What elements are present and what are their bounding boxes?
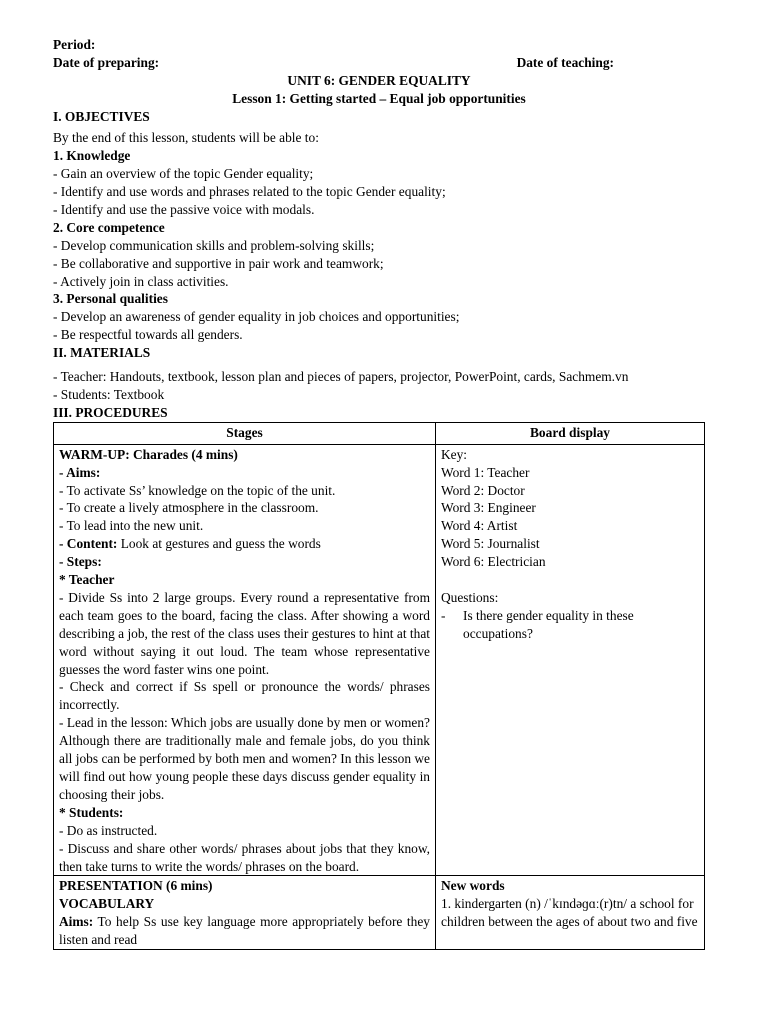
warmup-aim: - To activate Ss’ knowledge on the topic of the unit.	[59, 482, 336, 498]
lesson-title: Lesson 1: Getting started – Equal job opportunities	[232, 90, 526, 106]
vocabulary-label: VOCABULARY	[59, 896, 155, 912]
new-word-entry: 1. kindergarten (n) /ˈkɪndəɡɑː(r)tn/ a school for children between the ages of about two and five	[441, 896, 698, 930]
knowledge-item: - Identify and use the passive voice with modals.	[53, 202, 315, 218]
date-of-teaching-label: Date of teaching:	[516, 54, 614, 70]
board-question-item	[441, 607, 699, 643]
board-spacer	[441, 571, 699, 589]
board-word: Word 1: Teacher	[441, 464, 530, 480]
board-word: Word 6: Electrician	[441, 554, 546, 570]
board-word: Word 5: Journalist	[441, 536, 540, 552]
table-row-presentation	[54, 876, 705, 950]
materials-students: - Students: Textbook	[53, 386, 165, 402]
personal-item: - Develop an awareness of gender equality in job choices and opportunities;	[53, 309, 460, 325]
warmup-steps-label: - Steps:	[59, 554, 102, 570]
personal-qualities-heading: 3. Personal qualities	[53, 291, 168, 307]
core-item: - Be collaborative and supportive in pair work and teamwork;	[53, 255, 384, 271]
student-step: - Do as instructed.	[59, 822, 158, 838]
unit-title: UNIT 6: GENDER EQUALITY	[287, 72, 471, 88]
warmup-aim: - To create a lively atmosphere in the classroom.	[59, 500, 319, 516]
students-label: * Students:	[59, 804, 124, 820]
new-words-heading: New words	[441, 878, 505, 894]
presentation-aims-label: Aims:	[59, 914, 94, 930]
warmup-title: WARM-UP: Charades (4 mins)	[59, 446, 238, 462]
presentation-stage-cell	[54, 876, 436, 950]
warmup-aim: - To lead into the new unit.	[59, 518, 204, 534]
board-question: Is there gender equality in these occupations?	[463, 607, 634, 641]
teacher-step: - Check and correct if Ss spell or pronounce the words/ phrases incorrectly.	[59, 679, 430, 713]
board-key-label: Key:	[441, 446, 468, 462]
objectives-heading: I. OBJECTIVES	[53, 108, 150, 124]
warmup-content	[59, 535, 430, 553]
warmup-stage-cell	[54, 444, 436, 876]
column-header-board-display: Board display	[436, 422, 705, 444]
core-item: - Develop communication skills and problem-solving skills;	[53, 237, 375, 253]
presentation-aims-text: To help Ss use key language more appropriately before they listen and read	[59, 914, 430, 948]
column-header-stages: Stages	[54, 422, 436, 444]
teacher-label: * Teacher	[59, 572, 115, 588]
table-row-warmup	[54, 444, 705, 876]
warmup-aims-label: - Aims:	[59, 464, 101, 480]
board-word: Word 4: Artist	[441, 518, 518, 534]
presentation-board-cell	[436, 876, 705, 950]
knowledge-heading: 1. Knowledge	[53, 148, 131, 164]
content-text: Look at gestures and guess the words	[117, 536, 321, 552]
board-word: Word 2: Doctor	[441, 482, 525, 498]
knowledge-item: - Identify and use words and phrases related to the topic Gender equality;	[53, 184, 446, 200]
student-step: - Discuss and share other words/ phrases about jobs that they know, then take turns to write the words/ phrases on the board.	[59, 840, 430, 874]
materials-teacher: - Teacher: Handouts, textbook, lesson plan and pieces of papers, projector, PowerPoint, cards, Sachmem.vn	[53, 369, 629, 385]
procedures-heading: III. PROCEDURES	[53, 404, 168, 420]
teacher-step: - Lead in the lesson: Which jobs are usually done by men or women? Although there are traditionally male and female jobs, do you think all jobs can be performed by both men and women? In this lesson we will find out how young people these days discuss gender equality in choosing their jobs.	[59, 715, 430, 802]
presentation-title: PRESENTATION (6 mins)	[59, 878, 213, 894]
date-of-preparing-label: Date of preparing:	[53, 54, 160, 70]
objectives-intro: By the end of this lesson, students will be able to:	[53, 130, 319, 146]
presentation-aims	[59, 913, 430, 949]
board-questions-label: Questions:	[441, 589, 499, 605]
period-label: Period:	[53, 37, 96, 52]
warmup-board-cell	[436, 444, 705, 876]
materials-heading: II. MATERIALS	[53, 345, 151, 361]
knowledge-item: - Gain an overview of the topic Gender equality;	[53, 166, 314, 182]
table-header-row	[54, 422, 705, 444]
teacher-step: - Divide Ss into 2 large groups. Every round a representative from each team goes to the board, facing the class. After showing a word describing a job, the rest of the class uses their gestures to hint at that word without saying it out loud. The team whose representative guesses the word faster wins one point.	[59, 589, 430, 677]
core-item: - Actively join in class activities.	[53, 273, 229, 289]
lesson-plan-document	[53, 36, 705, 950]
bullet-dash: -	[441, 607, 446, 623]
procedures-table	[53, 422, 705, 950]
board-word: Word 3: Engineer	[441, 500, 536, 516]
personal-item: - Be respectful towards all genders.	[53, 327, 243, 343]
dates-row	[53, 54, 705, 72]
content-label: - Content:	[59, 536, 118, 552]
core-competence-heading: 2. Core competence	[53, 219, 165, 235]
